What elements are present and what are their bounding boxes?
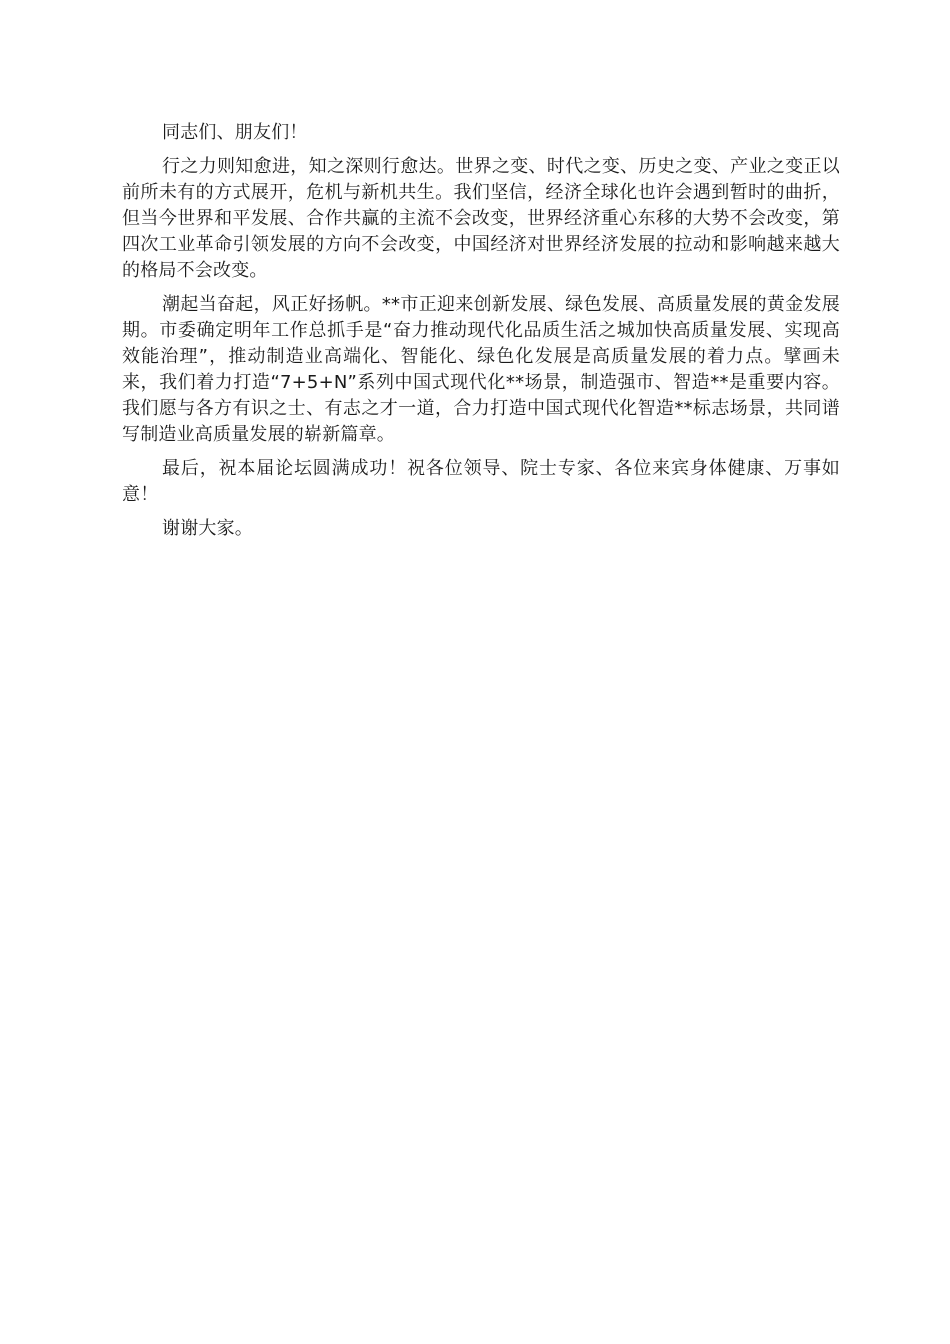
paragraph-thanks: 谢谢大家。 xyxy=(162,518,253,539)
paragraph-closing-wishes: 最后，祝本届论坛圆满成功！祝各位领导、院士专家、各位来宾身体健康、万事如意！ xyxy=(122,458,840,505)
paragraph-world-changes: 行之力则知愈进，知之深则行愈达。世界之变、时代之变、历史之变、产业之变正以前所未有的方式展开，危机与新机共生。我们坚信，经济全球化也许会遇到暂时的曲折，但当今世界和平发展、合作共赢的主流不会改变，世界经济重心东移的大势不会改变，第四次工业革命引领发展的方向不会改变，中国经济对世界经济发展的拉动和影响越来越大的格局不会改变。 xyxy=(122,156,840,281)
paragraph-greeting: 同志们、朋友们！ xyxy=(162,122,308,143)
paragraph-city-development: 潮起当奋起，风正好扬帆。**市正迎来创新发展、绿色发展、高质量发展的黄金发展期。市委确定明年工作总抓手是“奋力推动现代化品质生活之城加快高质量发展、实现高效能治理”，推动制造业高端化、智能化、绿色化发展是高质量发展的着力点。擘画未来，我们着力打造“7+5+N”系列中国式现代化**场景，制造强市、智造**是重要内容。我们愿与各方有识之士、有志之才一道，合力打造中国式现代化智造**标志场景，共同谱写制造业高质量发展的崭新篇章。 xyxy=(122,294,840,445)
document-body xyxy=(122,120,840,550)
